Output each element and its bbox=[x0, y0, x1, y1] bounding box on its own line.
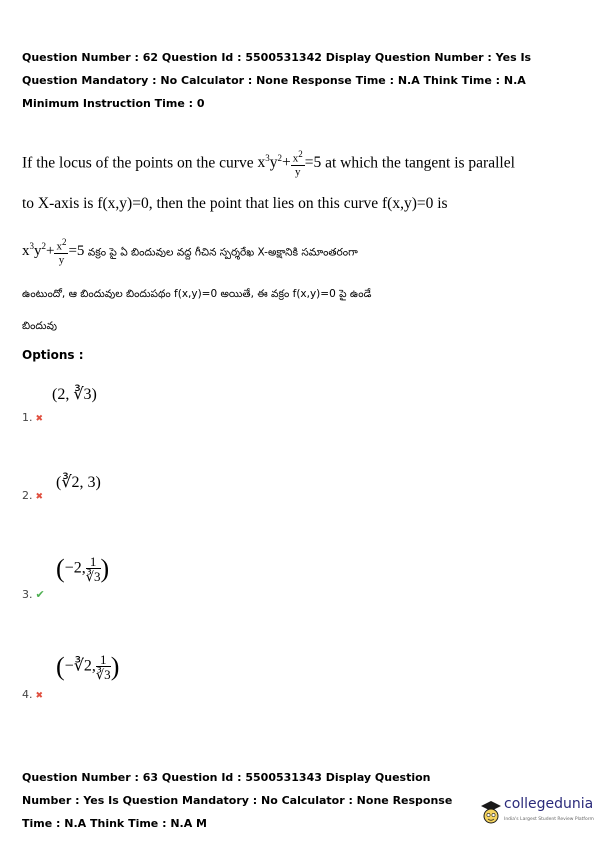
options-label: Options : bbox=[22, 348, 84, 362]
option-3-expression: (−2, $\frac{1}{∛3}$ ) bbox=[56, 554, 110, 584]
wrong-mark-icon: ✖ bbox=[35, 492, 44, 502]
curve-equation: $x^3y^2+$ $\frac{x^2}{y}$ =5 bbox=[257, 149, 322, 178]
telugu-text-a: వక్రం పై ఏ బిందువుల వద్ద గీచిన స్పర్శరేఖ X-అక్షానికి సమాంతరంగా bbox=[87, 246, 358, 259]
option-2-expression: (∛2, 3) bbox=[56, 474, 101, 491]
option-1-number: 1. ✖ bbox=[22, 411, 44, 424]
stem-text-a: If the locus of the points on the curve bbox=[22, 154, 258, 172]
option-2-number: 2. ✖ bbox=[22, 489, 44, 502]
question-stem-telugu-line2: ఉంటుందో, ఆ బిందువుల బిందుపథం f(x,y)=0 అయితే, ఈ వక్రం f(x,y)=0 పై ఉండే bbox=[22, 288, 372, 300]
logo-name: collegedunia bbox=[504, 796, 594, 812]
collegedunia-logo bbox=[480, 794, 594, 834]
stem-text-b: at which the tangent is parallel bbox=[325, 154, 515, 172]
question-stem-english-line2: to X-axis is f(x,y)=0, then the point that lies on this curve f(x,y)=0 is bbox=[22, 195, 448, 212]
option-1-expression: (2, ∛3) bbox=[52, 386, 97, 403]
graduate-mascot-icon bbox=[480, 798, 502, 828]
curve-equation-telugu: $x^3y^2+$ $\frac{x^2}{y}$ =5 bbox=[22, 237, 85, 266]
option-4-number: 4. ✖ bbox=[22, 688, 44, 701]
question-62-meta: Question Number : 62 Question Id : 5500531342 Display Question Number : Yes Is Question Mandatory : No Calculator : None Response Time : N.A Think Time : N.A Minimum Instruction Time : 0 bbox=[22, 51, 532, 110]
logo-tagline: India's Largest Student Review Platform bbox=[504, 817, 594, 822]
wrong-mark-icon: ✖ bbox=[35, 691, 44, 701]
question-stem-telugu-line1 bbox=[22, 238, 358, 266]
question-stem-english-line1 bbox=[22, 150, 515, 178]
wrong-mark-icon: ✖ bbox=[35, 414, 44, 424]
question-63-meta: Question Number : 63 Question Id : 5500531343 Display Question Number : Yes Is Question Mandatory : No Calculator : None Response Time : N.A Think Time : N.A M bbox=[22, 771, 453, 830]
correct-mark-icon: ✔ bbox=[35, 588, 45, 601]
option-4-expression: (−∛2, $\frac{1}{∛3}$ ) bbox=[56, 652, 120, 682]
option-3-number: 3. ✔ bbox=[22, 588, 45, 601]
question-stem-telugu-line3: బిందువు bbox=[22, 320, 57, 332]
